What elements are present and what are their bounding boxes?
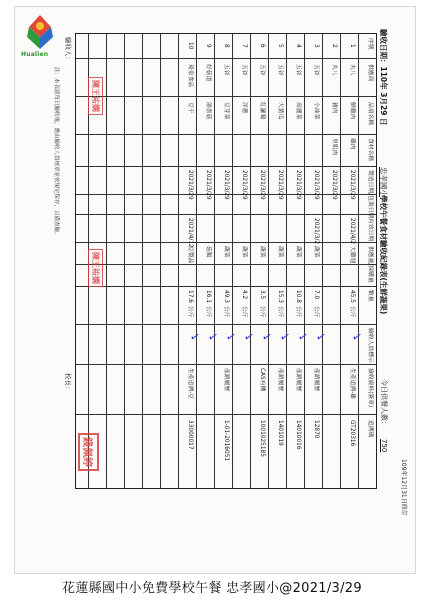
- row-9-spec: 菇類: [205, 246, 211, 258]
- row-2-supplier: 丸八: [331, 64, 337, 76]
- inspector-stamp: 陳王祐嫻: [88, 77, 103, 115]
- col-header-supplier: 供應商: [367, 64, 373, 82]
- row-4-qty: 10.8: [295, 290, 301, 303]
- row-1-qty: 45.5: [349, 290, 355, 303]
- photo-caption: 花蓮縣國中小免費學校午餐 忠孝國小@2021/3/29: [62, 581, 362, 596]
- school-name: 忠孝國小: [379, 167, 388, 197]
- meal-count: 750: [380, 439, 388, 453]
- row-7-date: 2021/3/29: [241, 170, 247, 200]
- col-header-qty: 數量: [367, 290, 373, 302]
- row-1-code: GT20316: [349, 420, 355, 447]
- row-6-item: 紅蘿蔔: [259, 102, 265, 120]
- row-3-date: 2021/3/29: [313, 170, 319, 200]
- row-10-no: 10: [187, 42, 193, 50]
- logo-icon: [23, 13, 57, 51]
- record-sheet: [14, 6, 416, 574]
- row-5-no: 5: [277, 44, 283, 48]
- row-1-exp: 2021/4/2: [349, 218, 355, 245]
- form-title: 學校午餐食材驗收紀錄表(生鮮蔬果): [379, 195, 388, 315]
- col-header-item: 品項名稱: [367, 102, 373, 126]
- row-2-no: 2: [331, 44, 337, 48]
- row-6-qty: 3.5: [259, 290, 265, 300]
- row-1-date: 2021/3/29: [349, 170, 355, 200]
- row-10-spec: 豆製品: [187, 246, 193, 264]
- row-7-supplier: 五谷: [241, 64, 247, 76]
- row-4-cert: 產銷履歷: [295, 368, 301, 392]
- check-mark-icon: ✓: [242, 328, 256, 346]
- inspection-table: [75, 33, 377, 489]
- row-10-exp: 2021/4/12: [187, 218, 193, 248]
- row-4-unit: 公斤: [295, 306, 301, 318]
- col-header-trace: 追溯碼: [367, 420, 373, 438]
- row-3-qty: 7.0: [313, 290, 319, 300]
- row-7-qty: 4.2: [241, 290, 247, 300]
- col-header-amount: 供應量/採購量: [367, 246, 373, 283]
- check-mark-icon: ✓: [350, 328, 364, 346]
- row-6-supplier: 五谷: [259, 64, 265, 76]
- row-1-spec: 大雞翅: [349, 246, 355, 264]
- col-header-food: 食材名稱: [367, 138, 373, 162]
- row-10-supplier: 琦泉食品: [187, 64, 193, 88]
- footer-note: 註：本表請每日驗收後，應由驗收人員核章並依規定保存，以備查驗。: [53, 67, 59, 238]
- row-1-no: 1: [349, 44, 355, 48]
- meal-count-label: 今日供餐人數：: [380, 379, 388, 428]
- row-4-spec: 蔬菜: [295, 246, 301, 258]
- row-7-spec: 蔬菜: [241, 246, 247, 258]
- principal-label: 校長：: [64, 373, 72, 393]
- row-9-unit: 公斤: [205, 306, 211, 318]
- check-mark-icon: ✓: [260, 328, 274, 346]
- row-8-date: 2021/3/29: [223, 170, 229, 200]
- row-5-supplier: 五谷: [277, 64, 283, 76]
- row-2-item: 豬肉: [331, 102, 337, 114]
- row-8-code: 1-01-2016051: [223, 420, 229, 462]
- row-10-code: 33000017: [187, 420, 193, 450]
- col-header-no: 序號: [367, 38, 373, 50]
- row-5-qty: 15.3: [277, 290, 283, 303]
- col-header-expiry: 有效日期: [367, 218, 373, 242]
- col-header-staff: 驗收人員標示: [367, 328, 373, 363]
- row-3-code: 12870: [313, 420, 319, 439]
- row-10-qty: 17.6: [187, 290, 193, 303]
- row-4-supplier: 五谷: [295, 64, 301, 76]
- row-8-unit: 公斤: [223, 306, 229, 318]
- row-1-item: 鮮雞肉: [349, 102, 355, 120]
- row-10-cert: 生產追溯-豆: [187, 368, 193, 400]
- row-10-item: 豆干: [187, 102, 193, 114]
- check-mark-icon: ✓: [296, 328, 310, 346]
- row-1-name: 雞肉: [349, 138, 355, 150]
- row-8-item: 豆芽菜: [223, 102, 229, 120]
- row-4-date: 2021/3/29: [295, 170, 301, 200]
- col-header-cert: 撿收資料(簽章): [367, 368, 373, 408]
- check-mark-icon: ✓: [188, 328, 202, 346]
- row-6-no: 6: [259, 44, 265, 48]
- check-mark-icon: ✓: [224, 328, 238, 346]
- row-7-item: 洋蔥: [241, 102, 247, 114]
- row-2-date: 2021/3/29: [331, 170, 337, 200]
- row-5-item: 大黃瓜: [277, 102, 283, 120]
- check-mark-icon: ✓: [314, 328, 328, 346]
- row-3-unit: 公斤: [313, 306, 319, 318]
- row-5-spec: 蔬菜: [277, 246, 283, 258]
- row-1-unit: 公斤: [349, 306, 355, 318]
- row-9-qty: 16.1: [205, 290, 211, 303]
- row-4-code: 14010016: [295, 420, 301, 450]
- row-5-cert: 產銷履歷: [277, 368, 283, 392]
- row-5-unit: 公斤: [277, 306, 283, 318]
- row-6-cert: CAS有機: [259, 368, 265, 392]
- row-4-no: 4: [295, 44, 301, 48]
- row-10-date: 2021/3/29: [187, 170, 193, 200]
- logo-text: Hualien: [21, 51, 49, 58]
- row-4-item: 高麗菜: [295, 102, 301, 120]
- row-8-cert: 產銷履歷: [223, 368, 229, 392]
- row-7-no: 7: [241, 44, 247, 48]
- row-8-qty: 49.3: [223, 290, 229, 303]
- row-3-spec: 蔬菜: [313, 246, 319, 258]
- row-8-spec: 蔬菜: [223, 246, 229, 258]
- row-8-no: 8: [223, 44, 229, 48]
- row-3-no: 3: [313, 44, 319, 48]
- row-6-unit: 公斤: [259, 306, 265, 318]
- row-10-unit: 公斤: [187, 306, 193, 318]
- row-3-cert: 產銷履歷: [313, 368, 319, 392]
- row-3-exp: 2021/3/2: [313, 218, 319, 245]
- principal-stamp: 錢佩婷: [78, 433, 99, 471]
- row-9-no: 9: [205, 44, 211, 48]
- row-8-supplier: 五谷: [223, 64, 229, 76]
- hualien-logo: [23, 13, 57, 51]
- row-9-item: 鴻喜菇: [205, 102, 211, 120]
- row-6-date: 2021/3/29: [259, 170, 265, 200]
- row-6-spec: 蔬菜: [259, 246, 265, 258]
- row-9-date: 2021/3/29: [205, 170, 211, 200]
- check-mark-icon: ✓: [278, 328, 292, 346]
- row-3-item: 小油菜: [313, 102, 319, 120]
- row-2-name: 里肌肉: [331, 138, 337, 156]
- row-1-cert: 生產追溯-雞: [349, 368, 355, 400]
- row-6-code: 1001025185: [259, 420, 265, 457]
- row-9-supplier: 好菇道: [205, 64, 211, 82]
- date-line: 驗收日期：110年 3月29 日: [379, 29, 388, 126]
- director-stamp: 陳王祐嫻: [88, 249, 103, 287]
- row-3-supplier: 五谷: [313, 64, 319, 76]
- row-5-date: 2021/3/29: [277, 170, 283, 200]
- revision-note: 109年12月31日修訂: [400, 459, 407, 516]
- check-mark-icon: ✓: [206, 328, 220, 346]
- row-1-supplier: 丸八: [349, 64, 355, 76]
- inspector-label: 驗收人：: [64, 37, 72, 63]
- row-7-unit: 公斤: [241, 306, 247, 318]
- row-5-code: 1401019: [277, 420, 283, 446]
- col-header-pack-date: 製造日期/包裝日期: [367, 170, 373, 219]
